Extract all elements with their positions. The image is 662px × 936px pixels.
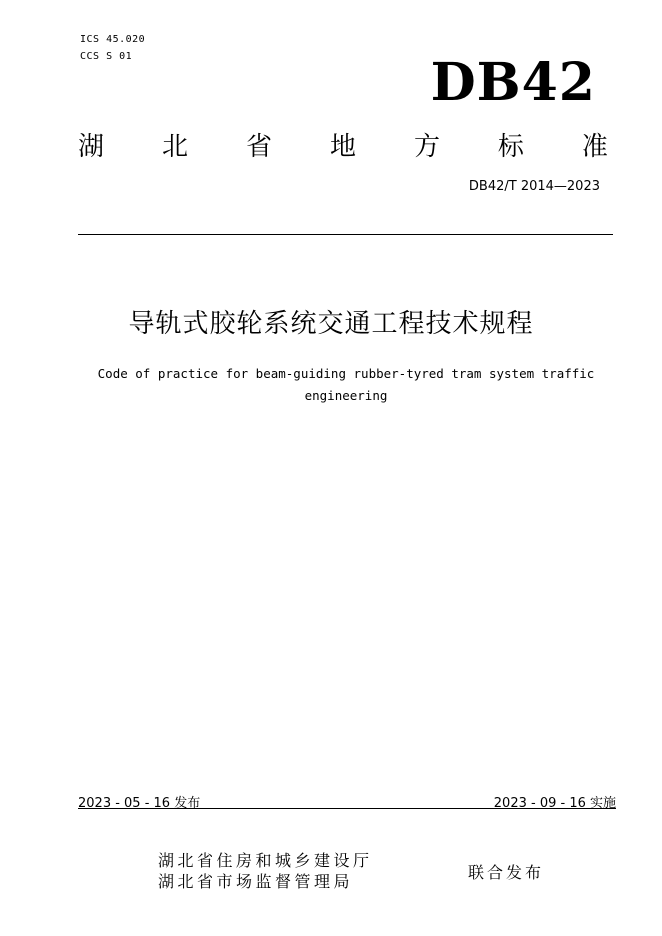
issue-date: 2023 - 05 - 16 发布 [78,796,201,811]
bottom-divider [78,808,616,809]
issuing-authorities [158,850,373,892]
issuer-market-bureau: 湖北省市场监督管理局 [158,872,354,891]
top-divider [78,234,613,235]
english-title: Code of practice for beam-guiding rubber-tyred tram system traffic engineering [97,366,595,403]
standard-type-char: 湖 [78,132,105,162]
joint-release-label: 联合发布 [468,863,545,882]
standard-type-char: 标 [497,132,524,162]
ccs-code: CCS S 01 [80,51,133,62]
db-logo: DB42 [430,52,596,113]
standard-type-char: 北 [161,132,188,162]
standard-type-char: 地 [329,132,356,162]
ics-code: ICS 45.020 [80,34,146,45]
standard-type-heading [78,126,608,163]
standard-type-char: 省 [245,132,272,162]
standard-type-char: 准 [581,132,608,162]
issuer-housing-dept: 湖北省住房和城乡建设厅 [158,851,373,870]
chinese-title: 导轨式胶轮系统交通工程技术规程 [128,309,534,339]
standard-type-char: 方 [413,132,440,162]
implementation-date: 2023 - 09 - 16 实施 [493,796,616,811]
standard-number: DB42/T 2014—2023 [468,179,600,194]
